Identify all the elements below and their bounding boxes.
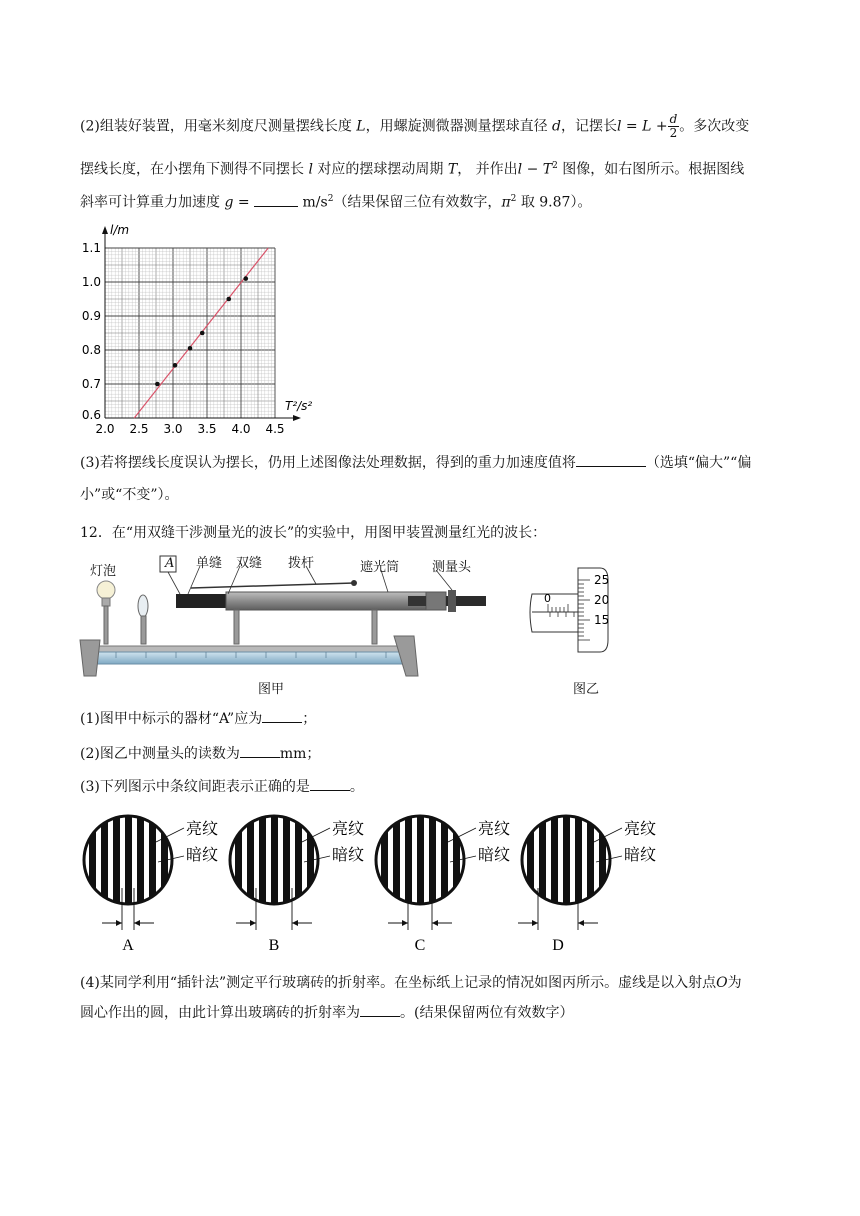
arrow-head: [532, 920, 538, 926]
y-tick-label: 0.9: [81, 309, 101, 323]
q3-line-1: [80, 452, 784, 474]
answer-blank[interactable]: [262, 708, 302, 723]
dark-fringe: [465, 816, 472, 904]
dark-fringe: [405, 816, 412, 904]
dark-fringe: [125, 816, 132, 904]
tube-end: [426, 592, 446, 610]
x-tick-label: 3.0: [163, 422, 183, 436]
thimble-tick-20: 20: [594, 593, 610, 607]
label-bright: 亮纹: [478, 819, 511, 838]
dark-fringe: [149, 816, 156, 904]
dark-fringe: [101, 816, 108, 904]
text: (1)图甲中标示的器材“A”应为: [80, 711, 263, 727]
dark-fringe: [587, 816, 594, 904]
arrow-head: [578, 920, 584, 926]
q12-part-3: [80, 776, 784, 798]
data-point: [226, 297, 231, 302]
dark-fringe: [563, 816, 570, 904]
dark-fringe: [137, 816, 144, 904]
q12-part-2: [80, 743, 784, 765]
text: 。: [349, 779, 364, 795]
arrow-head: [432, 920, 438, 926]
y-tick-label: 0.8: [81, 343, 101, 357]
y-tick-label: 1.1: [81, 241, 101, 255]
option-label: D: [552, 937, 564, 954]
dark-fringe: [113, 816, 120, 904]
fringe-pattern: [223, 816, 326, 904]
frac-num: d: [669, 112, 678, 126]
answer-blank[interactable]: [310, 776, 350, 791]
dark-fringe: [295, 816, 302, 904]
thimble-tick-25: 25: [594, 573, 610, 587]
answer-blank[interactable]: [240, 743, 280, 758]
text: 摆线长度，在小摆角下测得不同摆长: [80, 161, 309, 178]
label-dark: 暗纹: [186, 845, 219, 864]
fringe-pattern: [369, 816, 472, 904]
var-T: T: [447, 161, 458, 178]
q3-line-2: [80, 484, 784, 506]
dark-fringe: [551, 816, 558, 904]
bulb-base: [102, 598, 110, 606]
label-bright: 亮纹: [624, 819, 657, 838]
q2-line-3: 斜率可计算重力加速度 $g = m/s^2$（结果保留三位有效数字，$\pi^2$ 取 9.87）。: [80, 188, 784, 214]
text: 为: [727, 975, 742, 991]
label-dark: 暗纹: [624, 845, 657, 864]
label-dark: 暗纹: [332, 845, 365, 864]
fringe-pattern: [515, 816, 618, 904]
unit: m/s: [298, 194, 328, 211]
text: 小”或“不变”）。: [80, 487, 179, 503]
text: ，记摆长: [561, 118, 617, 135]
label-double-slit: 双缝: [236, 556, 263, 571]
label-bright: 亮纹: [332, 819, 365, 838]
light-tube: [226, 592, 426, 610]
text: 取 9.87）。: [516, 194, 592, 211]
sleeve-zero: 0: [544, 592, 551, 605]
x-axis-arrow: [293, 415, 301, 421]
label-bright: 亮纹: [186, 819, 219, 838]
text: 。(结果保留两位有效数字）: [400, 1005, 574, 1021]
caption-fig-a: 图甲: [258, 682, 285, 697]
tube-stand-2: [372, 610, 377, 644]
text: mm；: [279, 746, 321, 762]
bulb-icon: [97, 581, 115, 599]
label-bulb: 灯泡: [90, 564, 117, 579]
dark-fringe: [575, 816, 582, 904]
y-tick-label: 1.0: [81, 275, 101, 289]
dark-fringe: [173, 816, 180, 904]
data-point: [200, 331, 205, 336]
dark-fringe: [319, 816, 326, 904]
q12-part-4-line-1: [80, 972, 784, 994]
dark-fringe: [259, 816, 266, 904]
micrometer-figure: [528, 560, 638, 660]
text: 对应的摆球摆动周期: [312, 161, 448, 178]
text: (4)某同学利用“插针法”测定平行玻璃砖的折射率。在坐标纸上记录的情况如图丙所示。虚线是以入射点: [80, 975, 717, 991]
slit-assembly: [176, 594, 232, 608]
x-axis-label: T²/s²: [285, 399, 313, 413]
lens-stand: [141, 616, 146, 644]
head-knob: [448, 590, 456, 612]
text: 图像，如右图所示。根据图线: [557, 161, 745, 178]
y-axis-arrow: [102, 226, 108, 234]
option-label: B: [268, 937, 280, 954]
rail-scale: [96, 652, 406, 664]
text: =: [233, 194, 255, 211]
arrow-head: [402, 920, 408, 926]
label-dark: 暗纹: [478, 845, 511, 864]
q2-line-1: [80, 113, 784, 140]
var-g: g: [224, 194, 234, 211]
arrow-head: [116, 920, 122, 926]
label-tube: 遮光筒: [360, 560, 400, 575]
data-point: [243, 276, 248, 281]
y-tick-label: 0.6: [81, 408, 101, 422]
answer-blank[interactable]: [576, 452, 646, 467]
var-O: O: [716, 975, 728, 991]
x-tick-label: 2.5: [129, 422, 149, 436]
fraction: [668, 113, 680, 140]
var-L: L: [356, 118, 366, 135]
text: （选填“偏大”“偏: [645, 455, 752, 471]
label-lever: 拨杆: [288, 556, 315, 571]
dark-fringe: [539, 816, 546, 904]
text: ，用螺旋测微器测量摆球直径: [365, 118, 553, 135]
fringe-pattern: [77, 816, 180, 904]
dark-fringe: [393, 816, 400, 904]
q12-part-1: [80, 708, 784, 730]
x-tick-label: 4.0: [231, 422, 251, 436]
text: 斜率可计算重力加速度: [80, 194, 225, 211]
lever-knob: [351, 580, 357, 586]
text: (3)若将摆线长度误认为摆长，仍用上述图像法处理数据，得到的重力加速度值将: [80, 455, 576, 471]
y-tick-label: 0.7: [81, 377, 101, 391]
bulb-stand: [104, 606, 108, 644]
x-tick-label: 2.0: [95, 422, 115, 436]
x-tick-label: 4.5: [265, 422, 285, 436]
option-label: A: [122, 937, 134, 954]
text: ；: [302, 711, 317, 727]
text: (2)图乙中测量头的读数为: [80, 746, 240, 762]
text: (3)下列图示中条纹间距表示正确的是: [80, 779, 310, 795]
var-d: d: [552, 118, 561, 135]
formula: l = L +: [617, 118, 668, 135]
text: ， 并作出: [457, 161, 518, 178]
y-axis-label: l/m: [110, 223, 130, 237]
caption-fig-b: 图乙: [573, 682, 600, 697]
l-T2-chart: [80, 212, 320, 438]
frac-den: 2: [669, 126, 678, 140]
lens-icon: [138, 595, 148, 617]
sleeve: [530, 594, 578, 632]
text: (2)组装好装置，用毫米刻度尺测量摆线长度: [80, 118, 357, 135]
dark-fringe: [441, 816, 448, 904]
data-point: [155, 382, 160, 387]
dark-fringe: [247, 816, 254, 904]
dark-fringe: [417, 816, 424, 904]
option-label: C: [414, 937, 426, 954]
label-head: 测量头: [432, 560, 472, 575]
label-A: A: [165, 556, 175, 571]
text: （结果保留三位有效数字，: [333, 194, 502, 211]
arrow-head: [250, 920, 256, 926]
text: 圆心作出的圆，由此计算出玻璃砖的折射率为: [80, 1005, 360, 1021]
dark-fringe: [283, 816, 290, 904]
dark-fringe: [429, 816, 436, 904]
answer-blank[interactable]: [254, 192, 298, 207]
formula: l − T: [517, 161, 553, 178]
arrow-head: [292, 920, 298, 926]
x-tick-label: 3.5: [197, 422, 217, 436]
q12-part-4-line-2: [80, 1002, 784, 1024]
rail-leg-left: [80, 640, 100, 676]
data-point: [188, 346, 193, 351]
tube-stand-1: [234, 610, 239, 644]
var-l: l: [308, 161, 313, 178]
answer-blank[interactable]: [360, 1002, 400, 1017]
label-single-slit: 单缝: [196, 556, 223, 571]
leader: [168, 572, 180, 594]
data-point: [173, 363, 178, 368]
eyepiece: [408, 596, 426, 606]
q2-line-2: 摆线长度，在小摆角下测得不同摆长 l 对应的摆球摆动周期 T， 并作出$l - T^2$ 图像，如右图所示。根据图线: [80, 161, 745, 178]
q12-title: 12．在“用双缝干涉测量光的波长”的实验中，用图甲装置测量红光的波长：: [80, 525, 547, 541]
fringe-options: [76, 808, 706, 958]
thimble-tick-15: 15: [594, 613, 610, 627]
text: 。多次改变: [679, 118, 750, 135]
lever: [191, 583, 354, 588]
var-pi: π: [501, 194, 511, 211]
dark-fringe: [611, 816, 618, 904]
arrow-head: [134, 920, 140, 926]
dark-fringe: [271, 816, 278, 904]
